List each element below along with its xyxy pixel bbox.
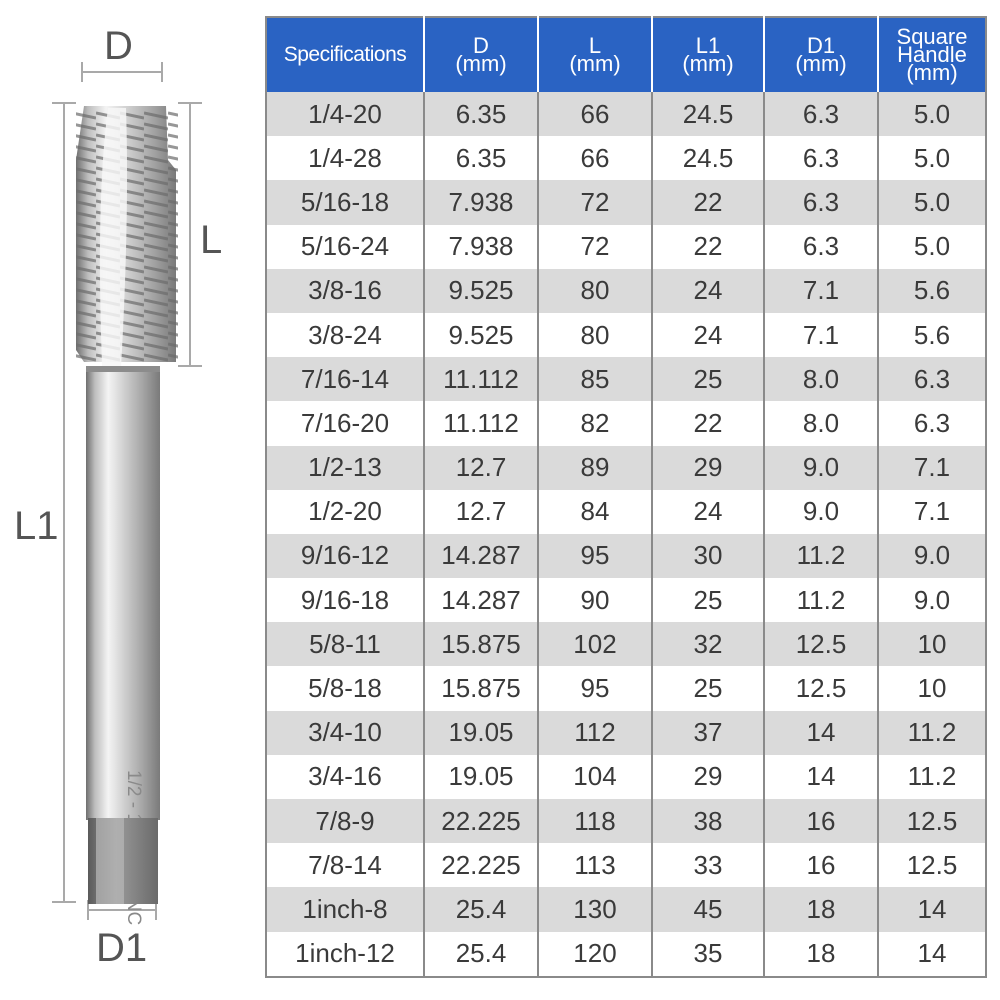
cell-specification: 3/4-10 — [266, 711, 424, 755]
header-l1 — [652, 17, 764, 92]
header-unit: (mm) — [455, 51, 507, 76]
cell-d: 7.938 — [424, 225, 538, 269]
table-row — [266, 401, 986, 445]
table-row — [266, 534, 986, 578]
cell-l: 89 — [538, 446, 652, 490]
cell-specification: 1/2-20 — [266, 490, 424, 534]
cell-square-handle: 6.3 — [878, 401, 986, 445]
dimension-label-l: L — [200, 218, 223, 262]
cell-d1: 18 — [764, 932, 878, 977]
table-row — [266, 711, 986, 755]
cell-specification: 9/16-12 — [266, 534, 424, 578]
cell-square-handle: 11.2 — [878, 711, 986, 755]
cell-d: 15.875 — [424, 622, 538, 666]
cell-l1: 22 — [652, 225, 764, 269]
spec-table — [265, 16, 987, 978]
header-line: L — [588, 33, 602, 58]
cell-square-handle: 5.0 — [878, 136, 986, 180]
cell-specification: 3/8-16 — [266, 269, 424, 313]
cell-specification: 5/8-11 — [266, 622, 424, 666]
header-unit: (mm) — [682, 51, 734, 76]
cell-specification: 7/16-14 — [266, 357, 424, 401]
cell-d1: 8.0 — [764, 357, 878, 401]
cell-square-handle: 11.2 — [878, 755, 986, 799]
cell-specification: 7/8-14 — [266, 843, 424, 887]
tap-square-end — [88, 818, 158, 904]
table-row — [266, 755, 986, 799]
cell-d: 12.7 — [424, 490, 538, 534]
cell-square-handle: 12.5 — [878, 843, 986, 887]
cell-square-handle: 6.3 — [878, 357, 986, 401]
cell-d1: 14 — [764, 711, 878, 755]
cell-d: 12.7 — [424, 446, 538, 490]
table-row — [266, 578, 986, 622]
cell-l1: 24.5 — [652, 92, 764, 136]
cell-d1: 6.3 — [764, 136, 878, 180]
table-row — [266, 446, 986, 490]
cell-d1: 11.2 — [764, 534, 878, 578]
cell-d: 25.4 — [424, 887, 538, 931]
cell-l: 80 — [538, 269, 652, 313]
cell-l: 80 — [538, 313, 652, 357]
cell-d: 11.112 — [424, 357, 538, 401]
header-l — [538, 17, 652, 92]
cell-l1: 24 — [652, 490, 764, 534]
table-body — [266, 92, 986, 977]
header-line: Square — [896, 24, 968, 49]
cell-l: 120 — [538, 932, 652, 977]
table-header-row — [266, 17, 986, 92]
cell-square-handle: 14 — [878, 932, 986, 977]
cell-d: 14.287 — [424, 534, 538, 578]
table-row — [266, 666, 986, 710]
cell-square-handle: 5.0 — [878, 225, 986, 269]
cell-square-handle: 5.0 — [878, 92, 986, 136]
table-row — [266, 180, 986, 224]
cell-d1: 6.3 — [764, 92, 878, 136]
cell-d: 15.875 — [424, 666, 538, 710]
cell-d1: 6.3 — [764, 180, 878, 224]
cell-specification: 1/2-13 — [266, 446, 424, 490]
cell-square-handle: 9.0 — [878, 578, 986, 622]
cell-d: 7.938 — [424, 180, 538, 224]
cell-l1: 24.5 — [652, 136, 764, 180]
cell-d: 22.225 — [424, 843, 538, 887]
table-row — [266, 622, 986, 666]
cell-specification: 3/8-24 — [266, 313, 424, 357]
cell-specification: 5/16-24 — [266, 225, 424, 269]
cell-l1: 24 — [652, 269, 764, 313]
dimension-label-d: D — [104, 24, 133, 68]
cell-d1: 12.5 — [764, 622, 878, 666]
cell-l1: 33 — [652, 843, 764, 887]
cell-l: 90 — [538, 578, 652, 622]
header-square-handle — [878, 17, 986, 92]
header-d — [424, 17, 538, 92]
cell-d1: 7.1 — [764, 269, 878, 313]
cell-l: 130 — [538, 887, 652, 931]
cell-l1: 35 — [652, 932, 764, 977]
cell-specification: 5/16-18 — [266, 180, 424, 224]
cell-l: 118 — [538, 799, 652, 843]
cell-d1: 12.5 — [764, 666, 878, 710]
cell-d1: 9.0 — [764, 446, 878, 490]
cell-l: 72 — [538, 225, 652, 269]
cell-square-handle: 12.5 — [878, 799, 986, 843]
cell-d: 19.05 — [424, 711, 538, 755]
cell-square-handle: 10 — [878, 622, 986, 666]
cell-l: 84 — [538, 490, 652, 534]
cell-d: 14.287 — [424, 578, 538, 622]
dimension-label-d1: D1 — [96, 926, 148, 970]
cell-l: 95 — [538, 666, 652, 710]
cell-l1: 22 — [652, 180, 764, 224]
cell-specification: 1inch-8 — [266, 887, 424, 931]
cell-specification: 3/4-16 — [266, 755, 424, 799]
tap-illustration — [0, 0, 262, 1000]
header-line: D — [473, 33, 489, 58]
table-row — [266, 269, 986, 313]
cell-l: 85 — [538, 357, 652, 401]
cell-l1: 25 — [652, 578, 764, 622]
cell-d1: 11.2 — [764, 578, 878, 622]
cell-d: 19.05 — [424, 755, 538, 799]
header-specifications — [266, 17, 424, 92]
cell-d1: 16 — [764, 799, 878, 843]
header-line: Specifications — [283, 43, 407, 66]
cell-d: 9.525 — [424, 269, 538, 313]
cell-specification: 5/8-18 — [266, 666, 424, 710]
cell-l: 113 — [538, 843, 652, 887]
cell-l1: 45 — [652, 887, 764, 931]
header-d1 — [764, 17, 878, 92]
table-row — [266, 799, 986, 843]
cell-l: 102 — [538, 622, 652, 666]
header-line: L1 — [695, 33, 721, 58]
cell-l: 66 — [538, 92, 652, 136]
cell-d1: 18 — [764, 887, 878, 931]
table-row — [266, 490, 986, 534]
table-row — [266, 225, 986, 269]
cell-l: 82 — [538, 401, 652, 445]
cell-specification: 7/8-9 — [266, 799, 424, 843]
cell-d1: 14 — [764, 755, 878, 799]
header-line: Handle — [897, 42, 967, 67]
table-row — [266, 843, 986, 887]
cell-d1: 16 — [764, 843, 878, 887]
cell-specification: 1/4-28 — [266, 136, 424, 180]
cell-l: 95 — [538, 534, 652, 578]
cell-specification: 9/16-18 — [266, 578, 424, 622]
cell-square-handle: 10 — [878, 666, 986, 710]
cell-square-handle: 9.0 — [878, 534, 986, 578]
tap-diagram — [0, 0, 262, 1000]
cell-square-handle: 5.6 — [878, 313, 986, 357]
cell-l1: 38 — [652, 799, 764, 843]
table-row — [266, 136, 986, 180]
cell-l: 66 — [538, 136, 652, 180]
cell-d: 25.4 — [424, 932, 538, 977]
header-unit: (mm) — [906, 60, 958, 85]
cell-d1: 6.3 — [764, 225, 878, 269]
cell-square-handle: 14 — [878, 887, 986, 931]
cell-l1: 30 — [652, 534, 764, 578]
header-unit: (mm) — [569, 51, 621, 76]
cell-d: 6.35 — [424, 92, 538, 136]
header-unit: (mm) — [795, 51, 847, 76]
header-line: D1 — [806, 33, 836, 58]
cell-l1: 24 — [652, 313, 764, 357]
cell-l1: 29 — [652, 755, 764, 799]
table-row — [266, 887, 986, 931]
cell-l1: 29 — [652, 446, 764, 490]
cell-l: 112 — [538, 711, 652, 755]
cell-d1: 8.0 — [764, 401, 878, 445]
cell-specification: 1inch-12 — [266, 932, 424, 977]
cell-l1: 25 — [652, 666, 764, 710]
table-row — [266, 932, 986, 977]
cell-specification: 7/16-20 — [266, 401, 424, 445]
cell-d: 11.112 — [424, 401, 538, 445]
cell-l1: 32 — [652, 622, 764, 666]
table-row — [266, 92, 986, 136]
cell-d1: 7.1 — [764, 313, 878, 357]
cell-d1: 9.0 — [764, 490, 878, 534]
dimension-label-l1: L1 — [14, 504, 59, 548]
cell-square-handle: 5.6 — [878, 269, 986, 313]
cell-square-handle: 7.1 — [878, 490, 986, 534]
cell-d: 22.225 — [424, 799, 538, 843]
cell-square-handle: 7.1 — [878, 446, 986, 490]
table-row — [266, 313, 986, 357]
cell-l1: 25 — [652, 357, 764, 401]
cell-square-handle: 5.0 — [878, 180, 986, 224]
cell-d: 9.525 — [424, 313, 538, 357]
table-row — [266, 357, 986, 401]
cell-l1: 22 — [652, 401, 764, 445]
cell-d: 6.35 — [424, 136, 538, 180]
cell-l: 72 — [538, 180, 652, 224]
cell-l1: 37 — [652, 711, 764, 755]
cell-specification: 1/4-20 — [266, 92, 424, 136]
cell-l: 104 — [538, 755, 652, 799]
